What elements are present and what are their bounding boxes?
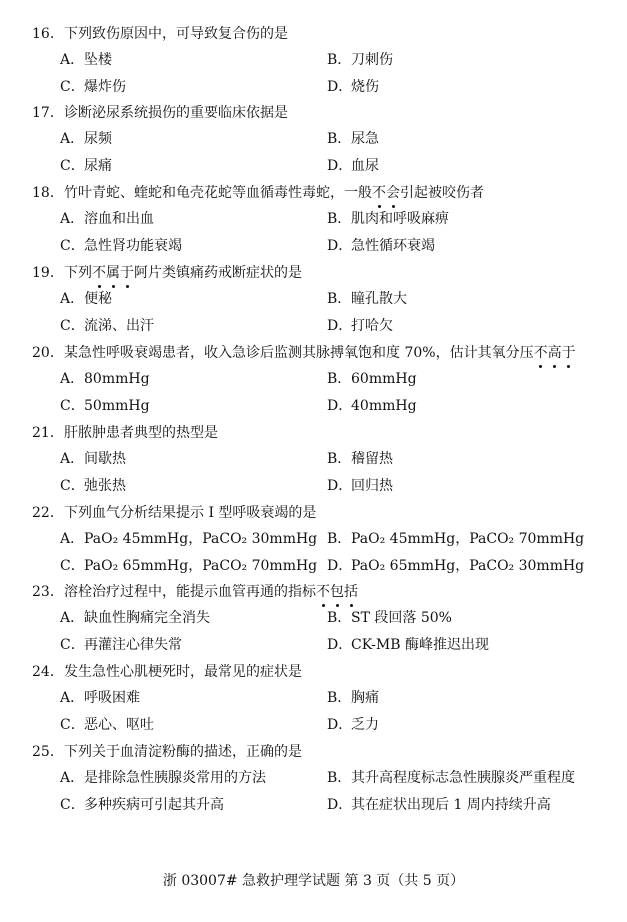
option-text: 便秘 (84, 291, 112, 307)
option-d (327, 394, 417, 418)
option-letter: B． (327, 531, 352, 547)
option-c (60, 75, 126, 99)
option-text: 打哈欠 (351, 318, 393, 334)
question-stem (32, 501, 316, 525)
question-22 (0, 501, 627, 581)
option-a (60, 606, 210, 630)
option-letter: A． (60, 291, 85, 307)
option-b (327, 766, 575, 790)
option-b (327, 287, 407, 311)
question-19 (0, 261, 627, 341)
option-text: ST 段回落 50% (351, 610, 452, 626)
option-letter: A． (60, 531, 85, 547)
option-letter: B． (327, 610, 352, 626)
question-text: 某急性呼吸衰竭患者，收入急诊后监测其脉搏氧饱和度 70%，估计其氧分压 (64, 345, 534, 361)
option-c (60, 314, 154, 338)
option-text: 40mmHg (351, 398, 417, 414)
option-text: 急性循环衰竭 (351, 238, 435, 254)
question-number: 23． (32, 584, 64, 600)
question-text: 肝脓肿患者典型的热型是 (64, 425, 218, 441)
option-c (60, 474, 126, 498)
option-letter: C． (60, 158, 85, 174)
option-d (327, 713, 379, 737)
option-letter: C． (60, 637, 85, 653)
option-text: 其在症状出现后 1 周内持续升高 (351, 797, 551, 813)
option-text: 肌肉和呼吸麻痹 (351, 211, 449, 227)
question-18 (0, 181, 627, 261)
option-b (327, 48, 393, 72)
option-c (60, 633, 182, 657)
option-b (327, 527, 584, 551)
option-text: 稽留热 (351, 451, 393, 467)
option-text: 再灌注心律失常 (84, 637, 182, 653)
option-letter: A． (60, 690, 85, 706)
option-d (327, 554, 584, 578)
question-text: 下列关于血清淀粉酶的描述，正确的是 (64, 744, 302, 760)
option-text: 瞳孔散大 (351, 291, 407, 307)
option-letter: B． (327, 131, 352, 147)
option-d (327, 474, 393, 498)
option-d (327, 154, 379, 178)
question-24 (0, 660, 627, 740)
page-footer: 浙 03007# 急救护理学试题 第 3 页（共 5 页） (162, 873, 465, 889)
option-d (327, 234, 435, 258)
option-letter: D． (327, 637, 353, 653)
question-23 (0, 580, 627, 660)
question-text: 下列血气分析结果提示 I 型呼吸衰竭的是 (64, 505, 317, 521)
option-text: 胸痛 (351, 690, 379, 706)
option-text: 尿急 (351, 131, 379, 147)
option-letter: B． (327, 371, 352, 387)
question-text: 诊断泌尿系统损伤的重要临床依据是 (64, 105, 288, 121)
question-text: 发生急性心肌梗死时，最常见的症状是 (64, 664, 302, 680)
option-letter: C． (60, 717, 85, 733)
option-letter: A． (60, 451, 85, 467)
option-text: 乏力 (351, 717, 379, 733)
option-letter: D． (327, 797, 353, 813)
option-text: 烧伤 (351, 79, 379, 95)
question-stem (32, 101, 288, 125)
question-number: 22． (32, 505, 64, 521)
option-letter: B． (327, 451, 352, 467)
question-21 (0, 421, 627, 501)
question-25 (0, 740, 627, 820)
option-c (60, 713, 154, 737)
question-17 (0, 101, 627, 181)
option-text: 回归热 (351, 478, 393, 494)
emphasis-char: 包 (330, 580, 344, 604)
option-a (60, 686, 140, 710)
option-a (60, 287, 112, 311)
option-letter: C． (60, 318, 85, 334)
option-letter: A． (60, 371, 85, 387)
option-d (327, 793, 551, 817)
option-c (60, 793, 224, 817)
option-a (60, 207, 154, 231)
option-text: 溶血和出血 (84, 211, 154, 227)
option-text: 爆炸伤 (84, 79, 126, 95)
option-d (327, 633, 489, 657)
option-text: 多种疾病可引起其升高 (84, 797, 224, 813)
option-letter: D． (327, 238, 353, 254)
option-c (60, 554, 317, 578)
option-b (327, 127, 379, 151)
option-text: 60mmHg (351, 371, 417, 387)
emphasis-char: 高 (548, 341, 562, 365)
option-letter: A． (60, 131, 85, 147)
emphasis-char: 属 (106, 261, 120, 285)
question-stem (32, 22, 288, 46)
question-number: 25． (32, 744, 64, 760)
option-text: 呼吸困难 (84, 690, 140, 706)
option-letter: B． (327, 291, 352, 307)
question-stem (32, 261, 302, 285)
question-text: 引起被咬伤者 (400, 185, 484, 201)
option-text: 是排除急性胰腺炎常用的方法 (84, 770, 266, 786)
option-b (327, 606, 452, 630)
option-text: 间歇热 (84, 451, 126, 467)
option-b (327, 686, 379, 710)
option-text: CK-MB 酶峰推迟出现 (351, 637, 489, 653)
option-letter: C． (60, 478, 85, 494)
option-a (60, 127, 112, 151)
option-letter: B． (327, 690, 352, 706)
option-text: 80mmHg (84, 371, 150, 387)
question-stem (32, 181, 484, 205)
emphasis-char: 不 (92, 261, 106, 285)
option-text: 其升高程度标志急性胰腺炎严重程度 (351, 770, 575, 786)
question-number: 18． (32, 185, 64, 201)
option-letter: C． (60, 558, 85, 574)
option-letter: B． (327, 211, 352, 227)
question-stem (32, 341, 576, 365)
option-text: 流涕、出汗 (84, 318, 154, 334)
question-number: 21． (32, 425, 64, 441)
option-letter: D． (327, 79, 353, 95)
question-text: 竹叶青蛇、蝰蛇和龟壳花蛇等血循毒性毒蛇，一般 (64, 185, 372, 201)
option-letter: C． (60, 398, 85, 414)
option-letter: B． (327, 770, 352, 786)
option-c (60, 394, 150, 418)
option-a (60, 48, 112, 72)
question-stem (32, 580, 358, 604)
option-text: PaO₂ 45mmHg，PaCO₂ 30mmHg (84, 531, 318, 547)
emphasis-char: 不 (316, 580, 330, 604)
option-text: 尿频 (84, 131, 112, 147)
option-letter: C． (60, 797, 85, 813)
option-a (60, 766, 266, 790)
question-number: 20． (32, 345, 64, 361)
question-text: 阿片类镇痛药戒断症状的是 (134, 265, 302, 281)
option-text: PaO₂ 65mmHg，PaCO₂ 30mmHg (351, 558, 585, 574)
option-b (327, 367, 417, 391)
option-text: 弛张热 (84, 478, 126, 494)
option-letter: D． (327, 398, 353, 414)
question-text: 下列致伤原因中，可导致复合伤的是 (64, 26, 288, 42)
option-letter: C． (60, 238, 85, 254)
question-stem (32, 421, 218, 445)
emphasis-char: 于 (562, 341, 576, 365)
option-a (60, 447, 126, 471)
option-text: 刀刺伤 (351, 52, 393, 68)
question-16 (0, 22, 627, 102)
option-b (327, 207, 449, 231)
option-letter: D． (327, 558, 353, 574)
option-text: PaO₂ 45mmHg，PaCO₂ 70mmHg (351, 531, 585, 547)
option-letter: D． (327, 717, 353, 733)
option-letter: D． (327, 158, 353, 174)
option-c (60, 234, 182, 258)
option-letter: D． (327, 478, 353, 494)
option-a (60, 367, 150, 391)
option-letter: A． (60, 211, 85, 227)
option-letter: C． (60, 79, 85, 95)
emphasis-char: 括 (344, 580, 358, 604)
emphasis-char: 不 (534, 341, 548, 365)
option-text: 尿痛 (84, 158, 112, 174)
option-letter: A． (60, 610, 85, 626)
option-letter: D． (327, 318, 353, 334)
question-number: 19． (32, 265, 64, 281)
question-number: 17． (32, 105, 64, 121)
question-number: 24． (32, 664, 64, 680)
emphasis-char: 于 (120, 261, 134, 285)
option-text: 血尿 (351, 158, 379, 174)
option-text: 急性肾功能衰竭 (84, 238, 182, 254)
option-letter: A． (60, 770, 85, 786)
option-text: 恶心、呕吐 (84, 717, 154, 733)
option-letter: B． (327, 52, 352, 68)
emphasis-char: 不 (372, 181, 386, 205)
option-a (60, 527, 317, 551)
question-text: 溶栓治疗过程中，能提示血管再通的指标 (64, 584, 316, 600)
emphasis-char: 会 (386, 181, 400, 205)
question-text: 下列 (64, 265, 92, 281)
option-d (327, 314, 393, 338)
question-number: 16． (32, 26, 64, 42)
question-stem (32, 660, 302, 684)
question-20 (0, 341, 627, 421)
option-text: 坠楼 (84, 52, 112, 68)
option-b (327, 447, 393, 471)
option-letter: A． (60, 52, 85, 68)
option-c (60, 154, 112, 178)
option-text: 50mmHg (84, 398, 150, 414)
option-text: PaO₂ 65mmHg，PaCO₂ 70mmHg (84, 558, 318, 574)
option-d (327, 75, 379, 99)
option-text: 缺血性胸痛完全消失 (84, 610, 210, 626)
question-stem (32, 740, 302, 764)
